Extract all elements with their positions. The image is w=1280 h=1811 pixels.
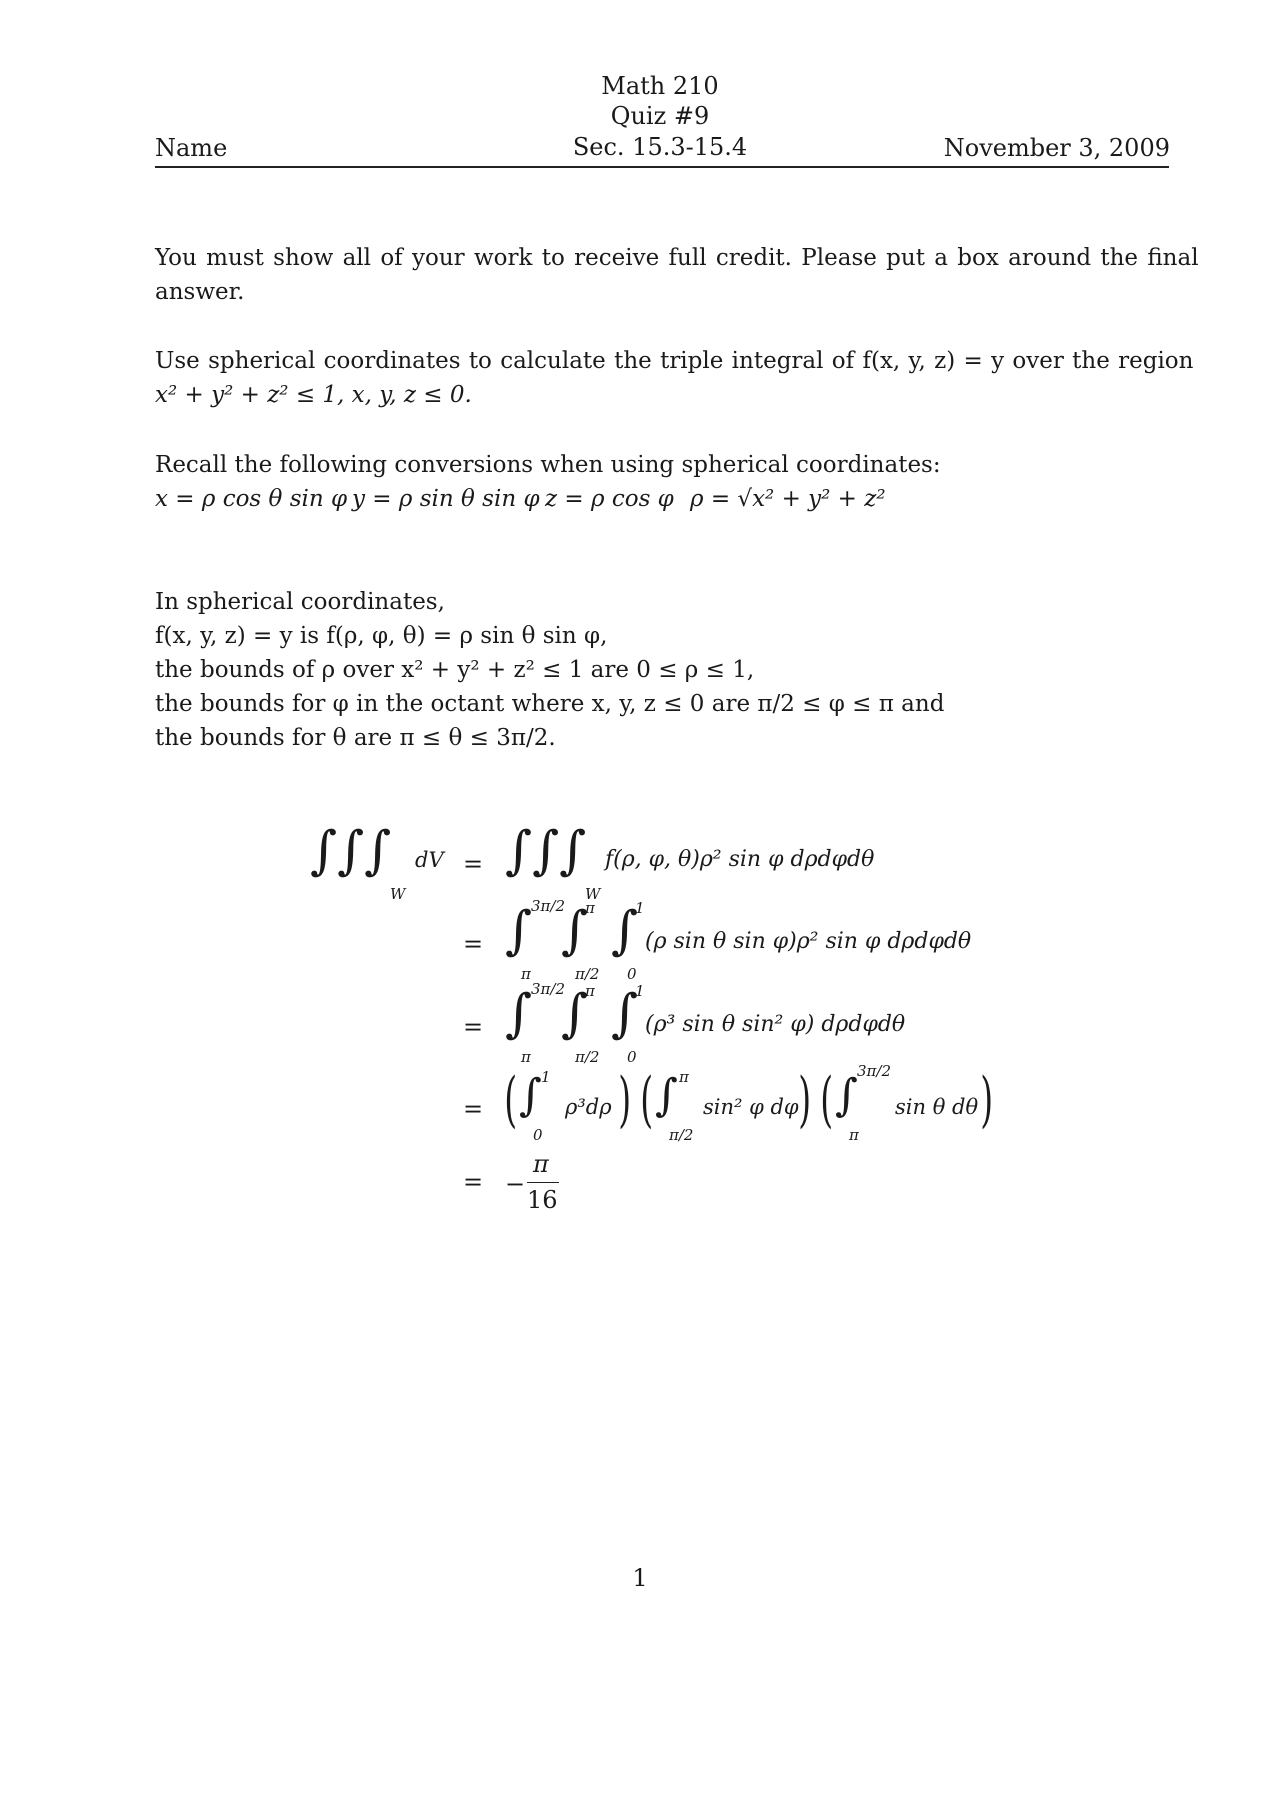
upper-3pi-over-2: 3π/2 [531,980,565,998]
integral-rho: ∫ [519,1070,542,1121]
integral-theta: ∫ [505,984,533,1044]
rhs-line-2 [505,895,1005,985]
factor-rho: ρ³dρ [565,1095,612,1119]
rhs-line-3 [505,978,1005,1068]
lower-0: 0 [627,1048,637,1066]
conversion-rho: ρ = √x² + y² + z² [690,486,886,512]
integral-rho: ∫ [611,901,639,961]
region-w: W [585,885,601,903]
upper-1: 1 [635,899,645,917]
conversion-x: x = ρ cos θ sin φ [155,486,348,512]
equals-sign-4: = [463,1095,484,1123]
equals-sign-5: = [463,1168,484,1196]
quiz-title: Quiz #9 [610,102,710,130]
solution-line-5: the bounds for θ are π ≤ θ ≤ 3π/2. [155,725,556,751]
triple-integral-symbol: ∫∫∫ [310,821,392,881]
solution-line-2: f(x, y, z) = y is f(ρ, φ, θ) = ρ sin θ sin φ, [155,623,608,649]
right-paren: ) [980,1065,994,1135]
upper-pi: π [585,899,595,917]
integral-rho: ∫ [611,984,639,1044]
conversion-z: z = ρ cos φ [545,486,674,512]
upper-pi: π [679,1068,689,1086]
fraction-bar [527,1182,559,1183]
answer-numerator: π [533,1150,549,1178]
equals-sign-1: = [463,850,484,878]
problem-line-2: x² + y² + z² ≤ 1, x, y, z ≤ 0. [155,382,472,408]
quiz-date: November 3, 2009 [943,134,1170,162]
final-answer [505,1152,585,1212]
problem-line-1: Use spherical coordinates to calculate the triple integral of f(x, y, z) = y over the region [155,348,1194,374]
rhs-line-1 [505,821,905,905]
equals-sign-2: = [463,930,484,958]
integral-theta: ∫ [835,1070,858,1121]
integral-theta: ∫ [505,901,533,961]
integrand-1: f(ρ, φ, θ)ρ² sin φ dρdφdθ [605,847,875,872]
dv-label: dV [415,848,444,872]
integral-phi: ∫ [561,901,589,961]
integrand-3: (ρ³ sin θ sin² φ) dρdφdθ [645,1012,906,1037]
instructions-line-2: answer. [155,279,245,305]
lower-pi-over-2: π/2 [669,1126,694,1144]
name-label: Name [155,134,228,162]
factor-phi: sin² φ dφ [703,1095,799,1119]
region-w: W [390,885,406,903]
course-title: Math 210 [601,72,719,100]
minus-sign: − [505,1170,526,1198]
recall-intro: Recall the following conversions when using spherical coordinates: [155,452,941,478]
right-paren: ) [798,1065,812,1135]
solution-line-4: the bounds for φ in the octant where x, y, z ≤ 0 are π/2 ≤ φ ≤ π and [155,691,945,717]
right-paren: ) [618,1065,632,1135]
factor-theta: sin θ dθ [895,1095,979,1119]
lower-pi: π [521,965,531,983]
instructions-line-1: You must show all of your work to receive full credit. Please put a box around the final [155,245,1199,271]
rhs-line-4 [505,1060,1025,1150]
left-paren: ( [640,1065,654,1135]
left-paren: ( [820,1065,834,1135]
upper-1: 1 [541,1068,551,1086]
left-paren: ( [504,1065,518,1135]
lhs-integral [310,821,450,905]
lower-pi: π [849,1126,859,1144]
integrand-2: (ρ sin θ sin φ)ρ² sin φ dρdφdθ [645,929,972,954]
solution-line-1: In spherical coordinates, [155,589,445,615]
lower-pi-over-2: π/2 [575,1048,600,1066]
lower-0: 0 [627,965,637,983]
equals-sign-3: = [463,1013,484,1041]
lower-0: 0 [533,1126,543,1144]
upper-1: 1 [635,982,645,1000]
header-rule [155,166,1169,168]
upper-3pi-over-2: 3π/2 [857,1062,891,1080]
page-number: 1 [632,1564,648,1592]
sections: Sec. 15.3-15.4 [572,133,748,161]
lower-pi-over-2: π/2 [575,965,600,983]
solution-line-3: the bounds of ρ over x² + y² + z² ≤ 1 are 0 ≤ ρ ≤ 1, [155,657,755,683]
triple-integral-symbol: ∫∫∫ [505,821,587,881]
integral-phi: ∫ [561,984,589,1044]
upper-pi: π [585,982,595,1000]
lower-pi: π [521,1048,531,1066]
answer-denominator: 16 [527,1186,558,1214]
integral-phi: ∫ [655,1070,678,1121]
upper-3pi-over-2: 3π/2 [531,897,565,915]
conversion-y: y = ρ sin θ sin φ [352,486,540,512]
